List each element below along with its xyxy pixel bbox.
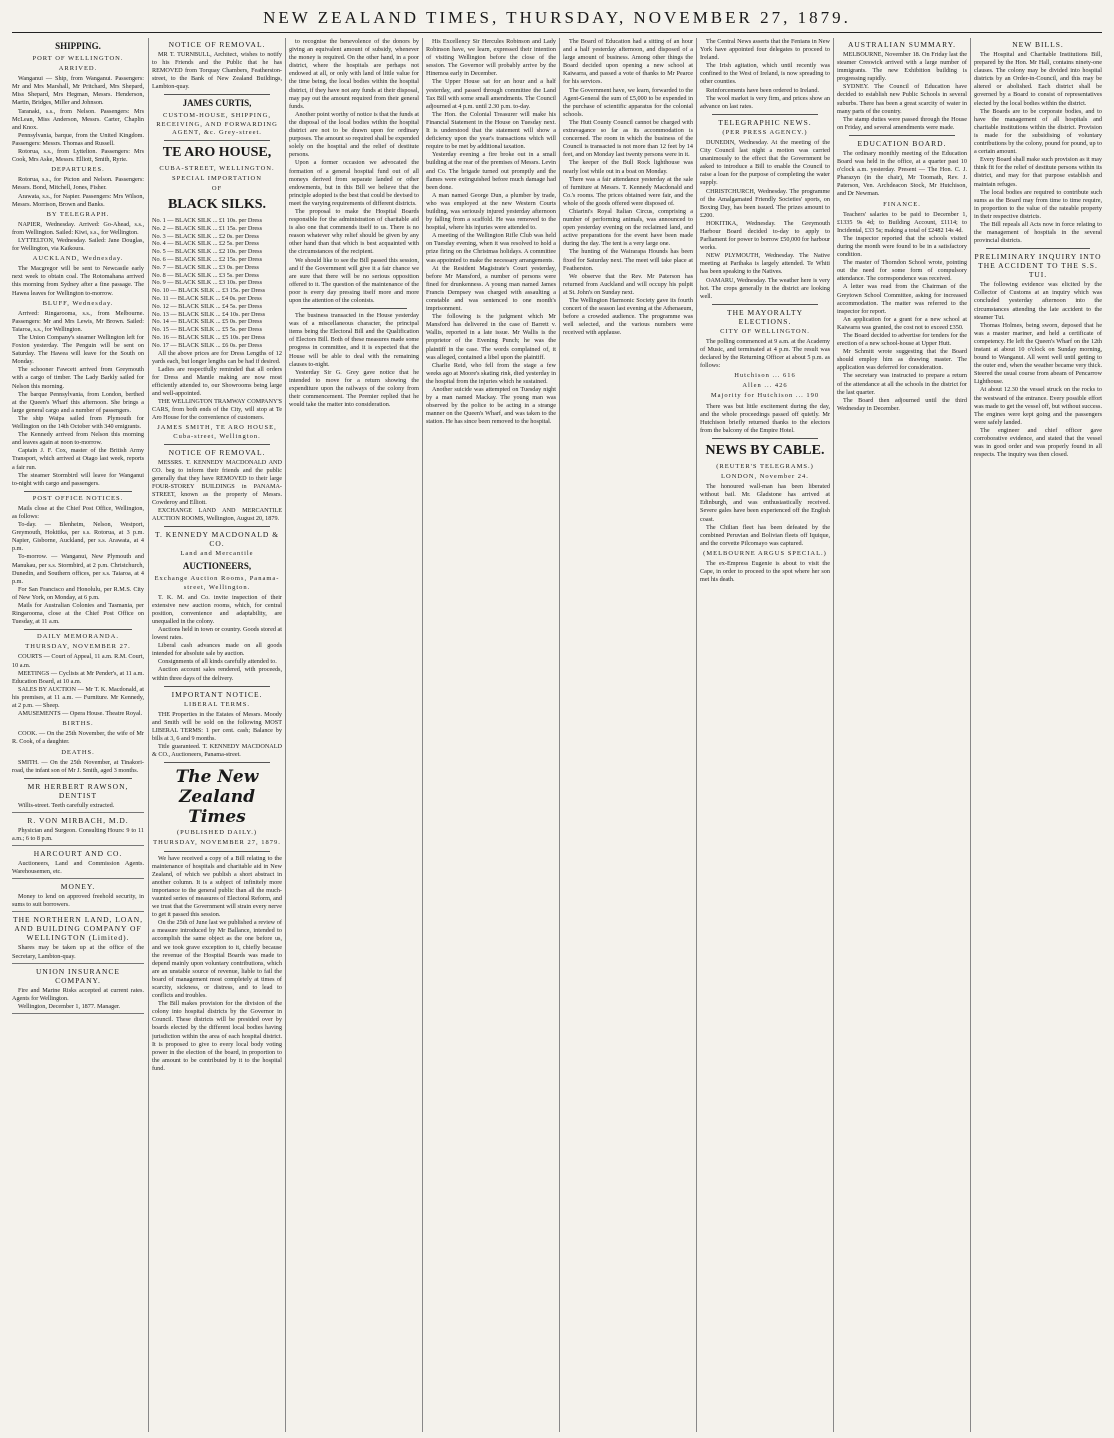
divider xyxy=(712,304,818,305)
news-paragraph: There was a fair attendance yesterday at the sale of furniture at Messrs. T. Kennedy Macdonald and Co.'s rooms. The prices obtained were fair, and the whole of the goods offered were disposed of. xyxy=(563,175,693,207)
divider xyxy=(164,526,270,527)
telegram-paragraph: NEW PLYMOUTH, Wednesday. The Native meeting at Parihaka is largely attended. Te Whiti has been speaking to the Natives. xyxy=(700,252,830,276)
column-rule xyxy=(285,38,286,1432)
divider xyxy=(24,778,132,779)
divider xyxy=(301,308,407,309)
telegram-paragraph: OAMARU, Wednesday. The weather here is very hot. The crops generally in the district are looking well. xyxy=(700,276,830,300)
ad-text: Physician and Surgeon. Consulting Hours: 9 to 11 a.m.; 6 to 8 p.m. xyxy=(12,826,144,842)
shipping-entry: The barque Pennsylvania, from London, berthed at the Queen's Wharf this afternoon. She brings a large general cargo and a number of passengers. xyxy=(12,390,144,414)
ad-text: THE WELLINGTON TRAMWAY COMPANY'S CARS, from both ends of the City, will stop at Te Aro House for the convenience of customers. xyxy=(152,398,282,422)
silk-price-row: No. 13 — BLACK SILK ... £4 10s. per Dress xyxy=(152,310,266,318)
ad-text: Money to lend on approved freehold security, in sums to suit borrowers. xyxy=(12,893,144,909)
bluff-heading: BLUFF, Wednesday. xyxy=(42,299,114,307)
ad-subheading: Land and Mercantile xyxy=(180,550,254,558)
ad-title: JAMES CURTIS, xyxy=(182,98,252,109)
ad-text: Liberal cash advances made on all goods intended for absolute sale by auction. xyxy=(152,642,282,658)
bill-paragraph: The Boards are to be corporate bodies, and to have the management of all hospitals and charitable institutions within the district. Provision is made for the subsidising of voluntary contributions by the colony, pound for pound, up to a certain amount. xyxy=(974,107,1102,156)
news-paragraph: The Board of Education had a sitting of an hour and a half yesterday afternoon, and disposed of a large amount of business. Among other things the Board decided upon opening a new school at Kaiwarra, and passed a vote of thanks to Mr Pearce for his services. xyxy=(563,38,693,86)
shipping-entry: LYTTELTON, Wednesday. Sailed: Jane Douglas, for Wellington, via Kaikoura. xyxy=(12,236,144,253)
column-rule xyxy=(559,38,560,1432)
ad-text: Ladies are respectfully reminded that all orders for Dress and Mantle making are now most efficiently attended to, our Showrooms being large and well-appointed. xyxy=(152,365,282,398)
election-majority: Majority for Hutchison ... 190 xyxy=(710,392,820,400)
silk-price-list xyxy=(152,217,282,350)
ad-text: THE Properties in the Estates of Messrs. Moody and Smith will be sold on the following MOST LIBERAL TERMS: 1 per cent. cash; Balance by bills at 3, 6 and 9 months. xyxy=(152,710,282,743)
divider xyxy=(849,135,955,136)
board-paragraph: An application for a grant for a new school at Kaiwarra was granted, the cost not to exceed £350. xyxy=(837,315,967,331)
masthead-rule xyxy=(12,32,1102,33)
press-agency-label: (PER PRESS AGENCY.) xyxy=(722,128,808,136)
advertisement xyxy=(12,816,144,846)
ad-title: MR HERBERT RAWSON, DENTIST xyxy=(27,781,129,800)
ad-text: Consignments of all kinds carefully attended to. xyxy=(158,658,277,666)
bill-paragraph: The local bodies are required to contribute such sums as the Board may from time to time require, in proportion to the value of the rateable property in their respective districts. xyxy=(974,188,1102,220)
column-local-news-2 xyxy=(563,38,693,1432)
editorial-paragraph: Upon a former occasion we advocated the formation of a general hospital fund out of all moneys derived from separate landed or other endowments, but in this Bill we believe that the principle adopted is the best that could be devised to meet the varying requirements of different districts. xyxy=(289,159,419,207)
inquiry-paragraph: Thomas Holmes, being sworn, deposed that he was a master mariner, and held a certificate of competency. He left the Queen's Wharf on the 12th instant at about 10 o'clock on Sunday morning, bound to Wanganui. All went well until getting to the outer end, when the weather became very thick. Steered the usual course from abeam of Pencarrow Lighthouse. xyxy=(974,321,1102,386)
ad-subheading: Exchange Auction Rooms, Panama-street, Wellington. xyxy=(154,575,280,591)
divider xyxy=(164,140,270,141)
news-paragraph: The keeper of the Bull Rock lighthouse was nearly lost while out in a boat on Monday. xyxy=(563,159,693,175)
silk-price-row: No. 9 — BLACK SILK ... £3 10s. per Dress xyxy=(152,279,262,287)
ad-text: MESSRS. T. KENNEDY MACDONALD AND CO. beg to inform their friends and the public generally that they have REMOVED to their large FOUR-STOREY BUILDINGS in PANAMA-STREET, known as the property of Messrs. Cowderoy and Elliott. xyxy=(152,458,282,507)
ad-text: Auctioneers, Land and Commission Agents. Warehousemen, etc. xyxy=(12,860,144,876)
news-paragraph: The Government have, we learn, forwarded to the Agent-General the sum of £5,000 to be expended in the purchase of scientific apparatus for the colonial schools. xyxy=(563,86,693,118)
ad-text: EXCHANGE LAND AND MERCANTILE AUCTION ROOMS, Wellington, August 20, 1879. xyxy=(152,507,282,523)
auctioneers-heading: AUCTIONEERS, xyxy=(182,561,252,572)
bill-paragraph: Every Board shall make such provision as it may think fit for the relief of destitute persons within its district, and may for that purpose establish and maintain refuges. xyxy=(974,156,1102,188)
editorial-paragraph: The Bill makes provision for the division of the colony into hospital districts by the Governor in Council. These districts will be presided over by boards elected by the different local bodies having jurisdiction within the area of each hospital district. It is proposed to give to every local body voting power in the election of the board, in proportion to the amount to be contributed by it to the hospital fund. xyxy=(152,1000,282,1072)
silk-price-row: No. 5 — BLACK SILK ... £2 10s. per Dress xyxy=(152,248,262,256)
news-paragraph: A man named George Dun, a plumber by trade, who was employed at the new Western Courts building, was seriously injured yesterday afternoon by falling from a scaffold. He was removed to the hospital, where his injuries were attended to. xyxy=(426,191,556,232)
board-paragraph: The ordinary monthly meeting of the Education Board was held in the office, at a quarter past 10 o'clock a.m. yesterday. Present — The Hon. C. J. Pharazyn (in the chair), Mr Toomath, Rev. J. Paterson, Ven. Archdeacon Stock, Mr Hutchison, and Dr Newman. xyxy=(837,149,967,198)
news-paragraph: The following is the judgment which Mr Mansford has delivered in the case of Barrett v. Wallis, reported in a late issue. Mr Wallis is the proprietor of the Evening Punch; he was the plaintiff in the case. The words complained of, it was alleged, contained a libel upon the plaintiff. xyxy=(426,313,556,361)
ad-text: Fire and Marine Risks accepted at current rates. Agents for Wellington. xyxy=(12,986,144,1002)
divider xyxy=(164,94,270,95)
cable-paragraph: The ex-Empress Eugenie is about to visit the Cape, in order to proceed to the spot where her son met his death. xyxy=(700,559,830,584)
shipping-entry: The steamer Stormbird will leave for Wanganui to-night with cargo and passengers. xyxy=(12,471,144,487)
daily-memoranda-heading: DAILY MEMORANDA. xyxy=(37,633,119,641)
by-telegraph-heading: BY TELEGRAPH. xyxy=(46,210,110,218)
post-entry: Mails close at the Chief Post Office, Wellington, as follows: xyxy=(12,504,144,520)
silk-price-row: No. 8 — BLACK SILK ... £3 5s. per Dress xyxy=(152,271,259,279)
column-new-bills xyxy=(974,38,1102,1432)
ad-title: T. KENNEDY MACDONALD & CO. xyxy=(154,530,280,549)
ad-text: T. K. M. and Co. invite inspection of their extensive new auction rooms, which, for central position, convenience and adaptability, are unequalled in the colony. xyxy=(152,593,282,625)
column-telegrams xyxy=(700,38,830,1432)
summary-paragraph: The stamp duties were passed through the House on Friday, and several amendments were made. xyxy=(837,115,967,131)
memoranda-entry: AMUSEMENTS — Opera House. Theatre Royal. xyxy=(18,710,143,718)
shipping-entry: The Kennedy arrived from Nelson this morning and leaves again at noon to-morrow. xyxy=(12,431,144,447)
shipping-entry: NAPIER, Wednesday. Arrived: Go-Ahead, s.s., from Wellington. Sailed: Kiwi, s.s., for Wellington. xyxy=(12,220,144,236)
news-paragraph: Yesterday Sir G. Grey gave notice that he intended to move for a return showing the expenditure upon the railways of the colony from their commencement. The Premier replied that he would take the matter into consideration. xyxy=(289,368,419,409)
advertisement xyxy=(12,882,144,912)
editorial-paragraph: to recognise the benevolence of the donors by giving an equivalent amount of subsidy, whenever the money is required. On the other hand, in a poor district, where the hospitals are perhaps not endowed at all, or only with land of little value for the time being, the local bodies within the hospital district, if they have not any funds at their disposal, may pay out the amount required from their general funds. xyxy=(289,38,419,110)
advertisement xyxy=(12,849,144,879)
silk-price-row: No. 2 — BLACK SILK ... £1 15s. per Dress xyxy=(152,224,262,232)
shipping-entry: Captain J. F. Cox, master of the British Army Transport, which arrived at Otago last week, reports a fair run. xyxy=(12,447,144,471)
post-entry: For San Francisco and Honolulu, per R.M.S. City of New York, on Monday, at 6 p.m. xyxy=(12,585,144,601)
shipping-entry: Pennsylvania, barque, from the United Kingdom. Passengers: Messrs. Thomas and Russell. xyxy=(12,131,144,147)
news-paragraph: The wool market is very firm, and prices show an advance on last rates. xyxy=(700,94,830,110)
notice-heading: NOTICE OF REMOVAL. xyxy=(168,40,266,49)
news-paragraph: Charlie Reid, who fell from the stage a few weeks ago at Moore's skating rink, died yesterday in the hospital from the injuries which he sustained. xyxy=(426,361,556,385)
column-rule xyxy=(970,38,971,1432)
advertisement xyxy=(12,782,144,813)
black-silks-heading: BLACK SILKS. xyxy=(167,197,267,213)
te-aro-heading: TE ARO HOUSE, xyxy=(162,144,272,160)
column-summary xyxy=(837,38,967,1432)
divider xyxy=(712,114,818,115)
ad-text: MR T. TURNBULL, Architect, wishes to notify to his Friends and the Public that he has REMOVED from Torquay Chambers, Featherston-street, to the Bank of New Zealand Buildings, Lambton-quay. xyxy=(152,51,282,91)
column-rule xyxy=(696,38,697,1432)
post-entry: To-day. — Blenheim, Nelson, Westport, Greymouth, Hokitika, per s.s. Rotorua, at 3 p.m. Napier, Gisborne, Auckland, per s.s. Arawata, at 4 p.m. xyxy=(12,521,144,553)
ad-text: Shares may be taken up at the office of the Secretary, Lambton-quay. xyxy=(12,944,144,960)
news-paragraph: Reinforcements have been ordered to Ireland. xyxy=(706,86,820,94)
important-notice-heading: IMPORTANT NOTICE. xyxy=(171,689,263,699)
advertisement xyxy=(12,967,144,1014)
silk-price-row: No. 11 — BLACK SILK ... £4 0s. per Dress xyxy=(152,295,262,302)
dateline: LONDON, November 24. xyxy=(721,473,809,481)
bill-paragraph: The Hospital and Charitable Institutions Bill, prepared by the Hon. Mr Hall, contains ninety-one clauses. The colony may be divided into hospital districts by an Order-in-Council, and this may be altered or abolished. Each district shall be governed by a Board to consist of representatives elected by the local bodies within the district. xyxy=(974,51,1102,107)
news-paragraph: The Hon. the Colonial Treasurer will make his Financial Statement in the House on Tuesday next. It is understood that the statement will show a deficiency upon the year's transactions which will require to be met by additional taxation. xyxy=(426,110,556,151)
silk-price-row: No. 15 — BLACK SILK ... £5 5s. per Dress xyxy=(152,326,262,334)
notice-entry: SMITH. — On the 25th November, at Tinakori-road, the infant son of Mr J. Smith, aged 3 months. xyxy=(12,758,144,774)
post-entry: To-morrow. — Wanganui, New Plymouth and Manukau, per s.s. Stormbird, at 2 p.m. Christchurch, Dunedin, and Southern offices, per s.s. Taiaroa, at 4 p.m. xyxy=(12,553,144,585)
silk-price-row: No. 12 — BLACK SILK ... £4 5s. per Dress xyxy=(152,302,262,310)
board-paragraph: The Board then adjourned until the third Wednesday in December. xyxy=(837,396,967,412)
shipping-entry: Wanganui — Ship, from Wanganui. Passengers: Mr and Mrs Marshall, Mr Pritchard, Mrs Shepard, Miss Shepard, Mrs Hegman, Messrs. Henderson, Martin, Bridges, Miller and Johnson. xyxy=(12,75,144,107)
divider xyxy=(164,851,270,852)
shipping-entry: Rotorua, s.s., for Picton and Nelson. Passengers: Messrs. Bond, Mitchell, Jones, Fisher. xyxy=(12,176,144,192)
argus-label: (MELBOURNE ARGUS SPECIAL.) xyxy=(703,549,827,557)
bill-paragraph: The Bill repeals all Acts now in force relating to the management of hospitals in the several provincial districts. xyxy=(974,220,1102,245)
cable-paragraph: The honoured wall-man has been liberated without bail. Mr. Gladstone has arrived at Edinburgh, and was enthusiastically received. Severe gales have been experienced off the English coast. xyxy=(700,483,830,523)
editorial-paragraph: On the 25th of June last we published a review of a measure introduced by Mr Ballance, intended to accomplish the same object as the one before us, and we took grave exception to it, chiefly because the revenue of the Hospital Boards was made to depend mainly upon voluntary contributions, which are an unstable source of revenue, liable to fail the board of management most completely at times of scarcity, sickness, or distress, and to lead to conflicts and troubles. xyxy=(152,919,282,1000)
ad-signature: JAMES SMITH, TE ARO HOUSE, Cuba-street, Wellington. xyxy=(157,424,277,440)
news-paragraph: At the Resident Magistrate's Court yesterday, before Mr Mansford, a number of persons were fined for drunkenness. A young man named James Francis Dempsey was charged with assaulting a constable and was sentenced to one month's imprisonment. xyxy=(426,264,556,313)
newspaper-title: The New Zealand Times xyxy=(175,767,259,828)
arrived-heading: ARRIVED. xyxy=(58,65,98,73)
ad-text: All the above prices are for Dress Lengths of 12 yards each, but longer lengths can be had if desired. xyxy=(152,349,282,365)
ad-text: Auctions held in town or country. Goods stored at lowest rates. xyxy=(152,626,282,642)
cable-paragraph: The Chilian fleet has been defeated by the combined Peruvian and Bolivian fleets off Iquique, and the corvette Pilcomayo was captured. xyxy=(700,523,830,547)
divider xyxy=(712,438,818,439)
board-paragraph: The secretary was instructed to prepare a return of the attendance at all the schools in the district for the last quarter. xyxy=(837,372,967,396)
ad-text: Wellington, December 1, 1877. Manager. xyxy=(18,1002,121,1010)
memoranda-entry: MEETINGS — Cyclists at Mr Pender's, at 11 a.m. Education Board, at 10 a.m. xyxy=(12,669,144,685)
ad-title: R. VON MIRBACH, M.D. xyxy=(27,815,129,825)
news-paragraph: We observe that the Rev. Mr Paterson has returned from Auckland and will occupy his pulpit at St. John's on Sunday next. xyxy=(563,272,693,296)
ad-title: THE NORTHERN LAND, LOAN, AND BUILDING COMPANY OF WELLINGTON (Limited). xyxy=(13,915,143,943)
memoranda-entry: SALES BY AUCTION — Mr T. K. Macdonald, at his premises, at 11 a.m. — Furniture. Mr Kennedy, at 2 p.m. — Sheep. xyxy=(12,685,144,710)
shipping-entry: The Union Company's steamer Wellington left for Foxton yesterday. The Penguin will be sent on Saturday. The Hawea will leave for the South on Monday. xyxy=(12,334,144,366)
divider xyxy=(24,629,132,630)
silk-price-row: No. 3 — BLACK SILK ... £2 0s. per Dress xyxy=(152,232,259,240)
news-by-cable-heading: NEWS BY CABLE. xyxy=(705,442,825,458)
shipping-entry: The ship Waipa sailed from Plymouth for Wellington on the 14th October with 340 emigrants. xyxy=(12,414,144,431)
board-paragraph: The Board decided to advertise for tenders for the erection of a new school-house at Upper Hutt. xyxy=(837,332,967,348)
silk-price-row: No. 1 — BLACK SILK ... £1 10s. per Dress xyxy=(152,217,262,225)
ad-text: Title guaranteed. T. KENNEDY MACDONALD & CO., Auctioneers, Panama-street. xyxy=(152,743,282,759)
ad-subheading: LIBERAL TERMS. xyxy=(183,700,250,708)
column-shipping xyxy=(12,38,144,1432)
deaths-heading: DEATHS. xyxy=(61,748,95,756)
ad-title: HARCOURT AND CO. xyxy=(33,849,123,859)
masthead: NEW ZEALAND TIMES, THURSDAY, NOVEMBER 27, 1879. xyxy=(263,8,851,27)
board-paragraph: A letter was read from the Chairman of the Greytown School Committee, asking for increased accommodation. The matter was referred to the inspector for report. xyxy=(837,283,967,315)
divider xyxy=(164,762,270,763)
divider xyxy=(164,444,270,445)
telegram-paragraph: CHRISTCHURCH, Wednesday. The programme of the Amalgamated Friendly Societies' sports, on Boxing Day, has been issued. The prizes amount to £200. xyxy=(700,187,830,219)
silk-price-row: No. 7 — BLACK SILK ... £3 0s. per Dress xyxy=(152,263,259,271)
reuters-label: (REUTER'S TELEGRAMS.) xyxy=(716,462,814,470)
board-paragraph: Teachers' salaries to be paid to December 1, £1335 9s 4d; to Building Account, £1114; to Incidental, £33 5s; making a total of £2482 14s 4d. xyxy=(837,210,967,234)
advertisement xyxy=(12,915,144,963)
editorial-paragraph: We have received a copy of a Bill relating to the maintenance of hospitals and charitable aid in New Zealand, of which we publish a short abstract in another column. It is a subject of infinitely more importance to the general public than all the much-vaunted series of measures of Electoral Reform, and we trust that the Government will strain every nerve to get it passed this session. xyxy=(152,854,282,919)
news-paragraph: Chiarini's Royal Italian Circus, comprising a number of performing animals, was announced to open yesterday evening on the reclaimed land, and active preparations for the event have been made during the day. The tent is a very large one. xyxy=(563,207,693,248)
auckland-heading: AUCKLAND, Wednesday. xyxy=(32,255,124,263)
inquiry-paragraph: The following evidence was elicited by the Collector of Customs at an inquiry which was concluded yesterday afternoon into the circumstances attending the late accident to the steamer Tui. xyxy=(974,281,1102,321)
summary-paragraph: MELBOURNE, November 18. On Friday last the steamer Creswick arrived with a large number of immigrants. The new Exhibition building is progressing rapidly. xyxy=(837,51,967,83)
notice-heading: NOTICE OF REMOVAL. xyxy=(168,447,266,457)
news-paragraph: The Central News asserts that the Fenians in New York have appointed four delegates to proceed to Ireland. xyxy=(700,38,830,62)
silk-price-row: No. 10 — BLACK SILK ... £3 15s. per Dress xyxy=(152,287,266,295)
news-paragraph: Yesterday evening a fire broke out in a small building at the rear of the premises of Messrs. Levin and Co. The brigade turned out promptly and the flames were extinguished before much damage had been done. xyxy=(426,151,556,191)
editorial-paragraph: Another point worthy of notice is that the funds at the disposal of the local bodies within the hospital district are not to be drawn upon for ordinary purposes. The amount so required shall be expended solely on the hospital and the relief of destitute persons. xyxy=(289,110,419,159)
column-advertisements xyxy=(152,38,282,1432)
column-editorial xyxy=(289,38,419,1432)
post-entry: Mails for Australian Colonies and Tasmania, per Ringarooma, close at the Chief Post Office on Tuesday, at 11 a.m. xyxy=(12,602,144,626)
shipping-entry: Taranaki, s.s., from Nelson. Passengers: Mrs McLean, Miss Anderson, Messrs. Carter, Chaplin and Knox. xyxy=(12,107,144,131)
silk-price-row: No. 17 — BLACK SILK ... £6 0s. per Dress xyxy=(152,341,262,349)
silk-price-row: No. 16 — BLACK SILK ... £5 10s. per Dress xyxy=(152,333,266,341)
board-paragraph: The master of Thorndon School wrote, pointing out the need for some form of compulsory attendance. The correspondence was received. xyxy=(837,259,967,283)
shipping-entry: Arrived: Ringarooma, s.s., from Melbourne. Passengers: Mr and Mrs Lewis, Mr Brown. Sailed: Taiaroa, s.s., for Wellington. xyxy=(12,309,144,333)
column-local-news xyxy=(426,38,556,1432)
board-paragraph: The inspector reported that the schools visited during the month were found to be in a satisfactory condition. xyxy=(837,234,967,259)
ad-subheading: CUBA-STREET, WELLINGTON. xyxy=(159,164,275,172)
australian-summary-heading: AUSTRALIAN SUMMARY. xyxy=(847,40,957,49)
ad-subheading: SPECIAL IMPORTATION xyxy=(172,174,262,182)
shipping-entry: Arawata, s.s., for Napier. Passengers: Mrs Wilson, Messrs. Morrison, Brown and Banks. xyxy=(12,192,144,208)
news-paragraph: The hunting of the Wairarapa Hounds has been fixed for Saturday next. The meet will take place at Featherston. xyxy=(563,248,693,272)
telegraphic-news-heading: TELEGRAPHIC NEWS. xyxy=(718,117,812,127)
telegram-paragraph: HOKITIKA, Wednesday. The Greymouth Harbour Board decided to-day to apply to Parliament for power to borrow £50,000 for harbour works. xyxy=(700,219,830,252)
memoranda-entry: COURTS — Court of Appeal, 11 a.m. R.M. Court, 10 a.m. xyxy=(12,653,144,669)
inquiry-paragraph: The engineer and chief officer gave corroborative evidence, and stated that the vessel was in good order and was properly found in all respects. The inquiry was then closed. xyxy=(974,426,1102,459)
news-paragraph: Another suicide was attempted on Tuesday night by a man named Mackay. The young man was observed by the police to be acting in a strange manner on the Queen's Wharf, and was taken to the station. He has since been removed to the hospital. xyxy=(426,386,556,426)
shipping-entry: Rotorua, s.s., from Lyttelton. Passengers: Mrs Cook, Mrs Aske, Messrs. Elliott, Smith, Ryrie. xyxy=(12,148,144,164)
divider xyxy=(24,491,132,492)
election-result: Allen ... 426 xyxy=(742,382,788,390)
new-bills-heading: NEW BILLS. xyxy=(1012,40,1064,49)
births-heading: BIRTHS. xyxy=(62,720,94,728)
election-result: Hutchison ... 616 xyxy=(734,372,796,380)
ad-text: Willis-street. Teeth carefully extracted. xyxy=(18,801,115,809)
ad-text: CUSTOM-HOUSE, SHIPPING, RECEIVING, AND FORWARDING AGENT, &c. Grey-street. xyxy=(156,112,278,136)
editorial-paragraph: We should like to see the Bill passed this session, and if the Government will give it a fair chance we are sure that there will be no serious opposition offered to it. The question of the maintenance of the poor is every day pressing itself more and more upon the attention of the colonists. xyxy=(289,256,419,304)
election-paragraph: The polling commenced at 9 a.m. at the Academy of Music, and terminated at 4 p.m. The result was declared by the Returning Officer at about 5 p.m. as follows: xyxy=(700,337,830,370)
shipping-entry: The schooner Fawcett arrived from Greymouth with a cargo of timber. The Lady Barkly sailed for Nelson this morning. xyxy=(12,366,144,390)
news-paragraph: A meeting of the Wellington Rifle Club was held on Tuesday evening, when it was resolved to hold a prize firing on the Christmas holidays. A committee was appointed to make the necessary arrangements. xyxy=(426,232,556,264)
column-rule xyxy=(422,38,423,1432)
election-paragraph: There was but little excitement during the day, and the whole proceedings passed off quietly. Mr Hutchison briefly returned thanks to the electors from the balcony of the Empire Hotel. xyxy=(700,402,830,434)
published-daily: (PUBLISHED DAILY.) xyxy=(176,829,258,837)
memoranda-date: THURSDAY, NOVEMBER 27. xyxy=(25,643,131,651)
news-paragraph: The Wellington Harmonic Society gave its fourth concert of the season last evening at the Athenaeum, before a crowded audience. The programme was well selected, and the various numbers were received with applause. xyxy=(563,297,693,337)
news-paragraph: His Excellency Sir Hercules Robinson and Lady Robinson have, we learn, expressed their intention of visiting Wellington before the close of the session. The Governor will probably arrive by the Hinemoa early in December. xyxy=(426,38,556,78)
notice-entry: COOK. — On the 25th November, the wife of Mr R. Cook, of a daughter. xyxy=(12,730,144,746)
editorial-date: THURSDAY, NOVEMBER 27, 1879. xyxy=(153,839,281,847)
shipping-heading: SHIPPING. xyxy=(55,41,101,51)
column-rule xyxy=(833,38,834,1432)
summary-paragraph: SYDNEY. The Council of Education have decided to establish new Public Schools in several suburbs. There has been a great scarcity of water in many parts of the country. xyxy=(837,83,967,115)
ad-title: MONEY. xyxy=(60,882,96,892)
news-paragraph: The Irish agitation, which until recently was confined to the West of Ireland, is now spreading to other counties. xyxy=(700,62,830,86)
editorial-paragraph: The proposal to make the Hospital Boards responsible for the administration of charitable aid is also one that commends itself to us. There is no reason whatever why relief should be given by any other hand than that which is best acquainted with the circumstances of the recipient. xyxy=(289,207,419,256)
board-paragraph: Mr Schmitt wrote suggesting that the Board should employ him as drawing master. The application was deferred for consideration. xyxy=(837,348,967,372)
ad-subheading: OF xyxy=(211,184,223,192)
city-heading: CITY OF WELLINGTON. xyxy=(720,327,810,335)
divider xyxy=(164,686,270,687)
finance-heading: FINANCE. xyxy=(883,200,921,208)
silk-price-row: No. 6 — BLACK SILK ... £2 15s. per Dress xyxy=(152,256,262,264)
news-paragraph: The Upper House sat for an hour and a half yesterday, and passed through committee the Land Tax Bill with some small amendments. The Council adjourned at 4 p.m. until 2.30 p.m. to-day. xyxy=(426,78,556,110)
silk-price-row: No. 4 — BLACK SILK ... £2 5s. per Dress xyxy=(152,240,259,248)
ad-text: Auction account sales rendered, with proceeds, within three days of the delivery. xyxy=(152,666,282,682)
education-board-heading: EDUCATION BOARD. xyxy=(857,138,947,148)
news-paragraph: The business transacted in the House yesterday was of a miscellaneous character, the principal items being the Electoral Bill and the Qualification of Electors Bill. Both of these measures made some progress in committee, and it is expected that the House will be able to deal with the remaining clauses to-night. xyxy=(289,312,419,368)
inquiry-heading: PRELIMINARY INQUIRY INTO THE ACCIDENT TO THE S.S. TUI. xyxy=(974,252,1102,280)
divider xyxy=(986,248,1090,249)
shipping-entry: The Macgregor will be sent to Newcastle early next week to obtain coal. The Rotomahana arrived this morning from Sydney after a fine passage. The Hawea leaves for Wellington to-morrow. xyxy=(12,265,144,297)
mayoralty-heading: THE MAYORALTY ELECTIONS. xyxy=(727,307,803,326)
port-heading: PORT OF WELLINGTON. xyxy=(32,55,124,62)
column-rule xyxy=(148,38,149,1432)
news-paragraph: The Hutt County Council cannot be charged with extravagance so far as its accommodation is concerned. The room in which the business of the Council is transacted is not more than 12 feet by 14 feet, and on Monday last twenty persons were in it. xyxy=(563,118,693,159)
departures-heading: DEPARTURES. xyxy=(51,166,105,174)
ad-title: UNION INSURANCE COMPANY. xyxy=(36,966,120,985)
silk-price-row: No. 14 — BLACK SILK ... £5 0s. per Dress xyxy=(152,318,262,326)
inquiry-paragraph: At about 12.30 the vessel struck on the rocks to the westward of the entrance. Every possible effort was made to get the vessel off, but without success. The engines were kept going and the passengers were safely landed. xyxy=(974,386,1102,426)
telegram-paragraph: DUNEDIN, Wednesday. At the meeting of the City Council last night a motion was carried unanimously to the effect that the Government be asked to introduce a Bill to enable the Council to raise a loan for the purpose of completing the water supply. xyxy=(700,138,830,187)
post-office-heading: POST OFFICE NOTICES. xyxy=(32,494,124,502)
